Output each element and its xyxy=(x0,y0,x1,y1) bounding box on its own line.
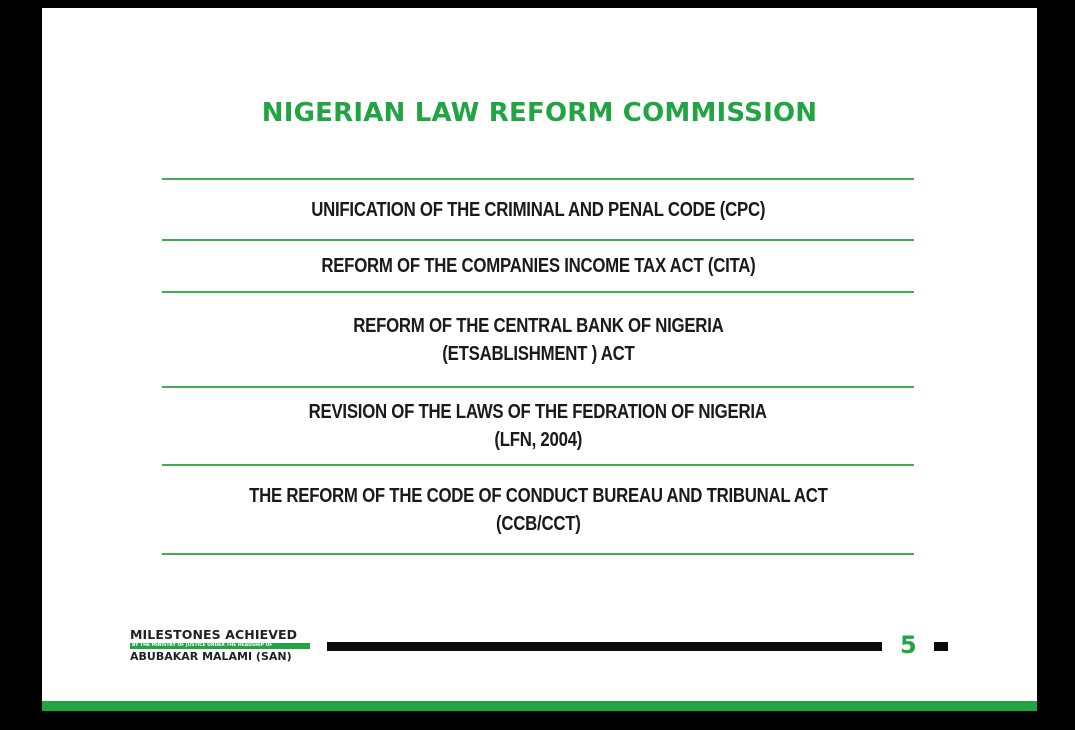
slide xyxy=(42,8,1037,711)
list-item-line: REVISION OF THE LAWS OF THE FEDRATION OF NIGERIA xyxy=(308,401,768,423)
reform-list xyxy=(162,178,914,555)
list-item xyxy=(162,241,914,293)
logo-tagline: BY THE MINISTRY OF JUSTICE UNDER THE HEADSHIP OF xyxy=(130,643,310,649)
list-item-line: REFORM OF THE CENTRAL BANK OF NIGERIA xyxy=(352,314,724,337)
slide-title: NIGERIAN LAW REFORM COMMISSION xyxy=(261,98,818,128)
list-item-line: (LFN, 2004) xyxy=(494,429,582,451)
list-item xyxy=(162,293,914,388)
list-item xyxy=(162,466,914,555)
list-item-line: UNIFICATION OF THE CRIMINAL AND PENAL CODE (CPC) xyxy=(311,198,765,221)
milestones-logo xyxy=(130,628,310,663)
list-item xyxy=(162,180,914,241)
list-item-line: THE REFORM OF THE CODE OF CONDUCT BUREAU AND TRIBUNAL ACT xyxy=(248,484,828,507)
logo-title: MILESTONES ACHIEVED xyxy=(130,627,298,642)
list-item-line: REFORM OF THE COMPANIES INCOME TAX ACT (CITA) xyxy=(320,255,756,277)
list-item-line: (CCB/CCT) xyxy=(495,512,581,535)
list-item-line: (ETSABLISHMENT ) ACT xyxy=(441,342,635,365)
page-number: 5 xyxy=(900,631,917,659)
logo-name: ABUBAKAR MALAMI (SAN) xyxy=(130,650,292,663)
footer-divider-bar xyxy=(327,642,882,651)
bottom-green-stripe xyxy=(42,701,1037,711)
page-marker xyxy=(934,642,948,651)
list-item xyxy=(162,388,914,466)
